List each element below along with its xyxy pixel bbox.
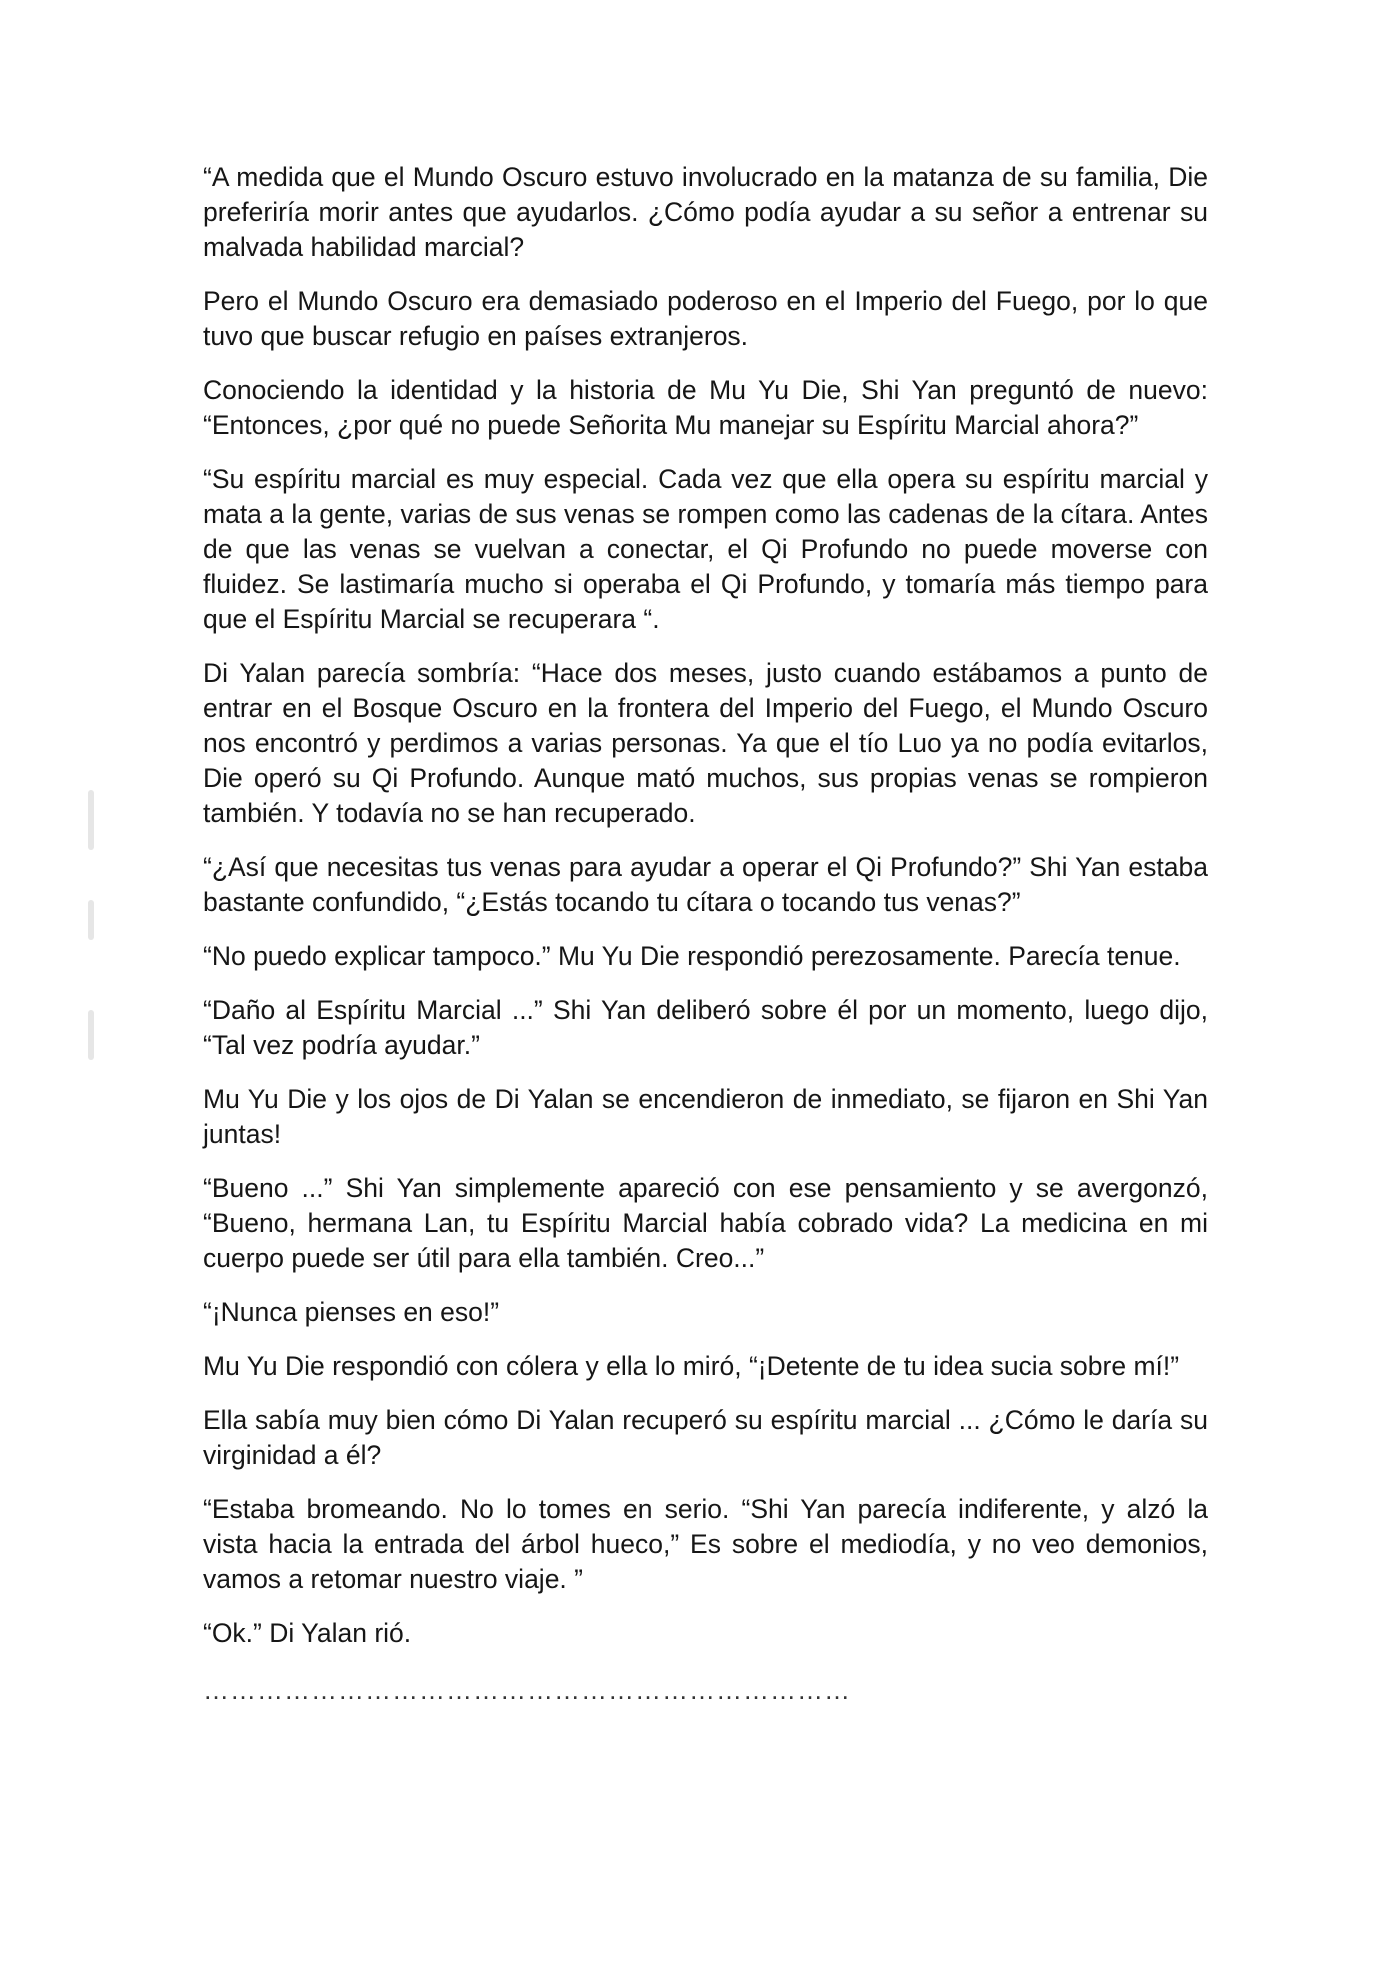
document-body <box>203 160 1208 1708</box>
paragraph: Pero el Mundo Oscuro era demasiado poderoso en el Imperio del Fuego, por lo que tuvo que buscar refugio en países extranjeros. <box>203 286 1208 351</box>
paragraph: “Ok.” Di Yalan rió. <box>203 1618 412 1648</box>
paragraph: “Daño al Espíritu Marcial ...” Shi Yan deliberó sobre él por un momento, luego dijo, “Tal vez podría ayudar.” <box>203 995 1208 1060</box>
paragraph: “Estaba bromeando. No lo tomes en serio. “Shi Yan parecía indiferente, y alzó la vista hacia la entrada del árbol hueco,” Es sobre el mediodía, y no veo demonios, vamos a retomar nuestro viaje. ” <box>203 1494 1208 1594</box>
section-separator: ……………………………………………………………… <box>203 1675 851 1705</box>
scan-margin-mark <box>88 1010 94 1060</box>
paragraph: Conociendo la identidad y la historia de Mu Yu Die, Shi Yan preguntó de nuevo: “Entonces, ¿por qué no puede Señorita Mu manejar su Espíritu Marcial ahora?” <box>203 375 1208 440</box>
paragraph: Mu Yu Die y los ojos de Di Yalan se encendieron de inmediato, se fijaron en Shi Yan juntas! <box>203 1084 1208 1149</box>
paragraph: “¿Así que necesitas tus venas para ayudar a operar el Qi Profundo?” Shi Yan estaba bastante confundido, “¿Estás tocando tu cítara o tocando tus venas?” <box>203 852 1208 917</box>
scan-margin-mark <box>88 790 94 850</box>
paragraph: Di Yalan parecía sombría: “Hace dos meses, justo cuando estábamos a punto de entrar en el Bosque Oscuro en la frontera del Imperio del Fuego, el Mundo Oscuro nos encontró y perdimos a varias personas. Ya que el tío Luo ya no podía evitarlos, Die operó su Qi Profundo. Aunque mató muchos, sus propias venas se rompieron también. Y todavía no se han recuperado. <box>203 658 1208 828</box>
paragraph: Ella sabía muy bien cómo Di Yalan recuperó su espíritu marcial ... ¿Cómo le daría su virginidad a él? <box>203 1405 1208 1470</box>
paragraph: “Su espíritu marcial es muy especial. Cada vez que ella opera su espíritu marcial y mata a la gente, varias de sus venas se rompen como las cadenas de la cítara. Antes de que las venas se vuelvan a conectar, el Qi Profundo no puede moverse con fluidez. Se lastimaría mucho si operaba el Qi Profundo, y tomaría más tiempo para que el Espíritu Marcial se recuperara “. <box>203 464 1208 634</box>
paragraph: Mu Yu Die respondió con cólera y ella lo miró, “¡Detente de tu idea sucia sobre mí!” <box>203 1351 1180 1381</box>
scan-margin-mark <box>88 900 94 940</box>
paragraph: “No puedo explicar tampoco.” Mu Yu Die respondió perezosamente. Parecía tenue. <box>203 941 1181 971</box>
paragraph: “Bueno ...” Shi Yan simplemente apareció con ese pensamiento y se avergonzó, “Bueno, hermana Lan, tu Espíritu Marcial había cobrado vida? La medicina en mi cuerpo puede ser útil para ella también. Creo...” <box>203 1173 1208 1273</box>
paragraph: “¡Nunca pienses en eso!” <box>203 1297 500 1327</box>
paragraph: “A medida que el Mundo Oscuro estuvo involucrado en la matanza de su familia, Die preferiría morir antes que ayudarlos. ¿Cómo podía ayudar a su señor a entrenar su malvada habilidad marcial? <box>203 162 1208 262</box>
